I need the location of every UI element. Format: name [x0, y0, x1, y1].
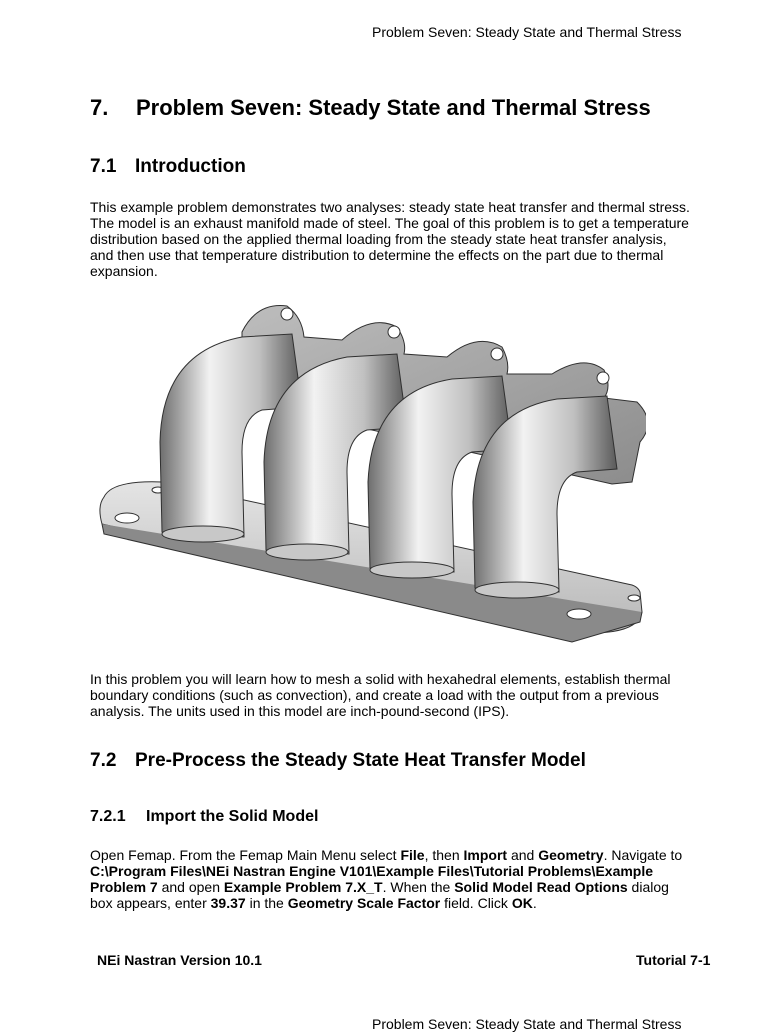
subsection-heading-import — [90, 808, 318, 826]
intro-paragraph: This example problem demonstrates two analyses: steady state heat transfer and thermal stress. The model is an exhaust manifold made of steel. The goal of this problem is to get a temperature distribution based on the applied thermal loading from the steady state heat transfer analysis, and then use that temperature distribution to determine the effects on the part due to thermal expansion. — [90, 199, 690, 279]
footer-version: NEi Nastran Version 10.1 — [97, 952, 262, 968]
running-header: Problem Seven: Steady State and Thermal Stress — [372, 24, 682, 40]
text-run: . When the — [382, 879, 455, 895]
text-run: and open — [157, 879, 224, 895]
menu-geometry: Geometry — [538, 847, 604, 863]
chapter-title — [90, 95, 651, 121]
chapter-number: 7. — [90, 95, 109, 120]
footer-page: Tutorial 7-1 — [636, 952, 711, 968]
next-page-running-header: Problem Seven: Steady State and Thermal Stress — [372, 1016, 682, 1032]
exhaust-manifold-figure — [92, 292, 646, 644]
menu-import: Import — [463, 847, 508, 863]
subsection-title: Import the Solid Model — [146, 808, 319, 825]
section-title: Pre-Process the Steady State Heat Transfer Model — [135, 750, 586, 771]
section-number: 7.2 — [90, 750, 117, 771]
section-number: 7.1 — [90, 156, 117, 177]
section-heading-preprocess — [90, 750, 586, 772]
text-run: field. Click — [440, 895, 512, 911]
chapter-title-text: Problem Seven: Steady State and Thermal Stress — [136, 95, 651, 120]
text-run: Open Femap. From the Femap Main Menu select — [90, 847, 401, 863]
subsection-number: 7.2.1 — [90, 808, 126, 825]
scale-value: 39.37 — [210, 895, 246, 911]
text-run: , then — [424, 847, 464, 863]
file-name: Example Problem 7.X_T — [223, 879, 383, 895]
dialog-name: Solid Model Read Options — [454, 879, 628, 895]
text-run: dialog box appears, enter — [90, 879, 669, 911]
text-run: . Navigate to — [603, 847, 683, 863]
section-heading-introduction — [90, 156, 246, 178]
text-run: in the — [245, 895, 288, 911]
section-title: Introduction — [135, 156, 246, 177]
text-run: . — [532, 895, 537, 911]
field-name: Geometry Scale Factor — [287, 895, 441, 911]
text-run: and — [507, 847, 539, 863]
file-path: C:\Program Files\NEi Nastran Engine V101\Example Files\Tutorial Problems\Example Problem 7 — [90, 863, 654, 895]
learn-paragraph: In this problem you will learn how to mesh a solid with hexahedral elements, establish thermal boundary conditions (such as convection), and create a load with the output from a previous analysis. The units used in this model are inch-pound-second (IPS). — [90, 671, 671, 719]
import-paragraph — [90, 847, 690, 911]
menu-file: File — [400, 847, 425, 863]
ok-label: OK — [511, 895, 533, 911]
